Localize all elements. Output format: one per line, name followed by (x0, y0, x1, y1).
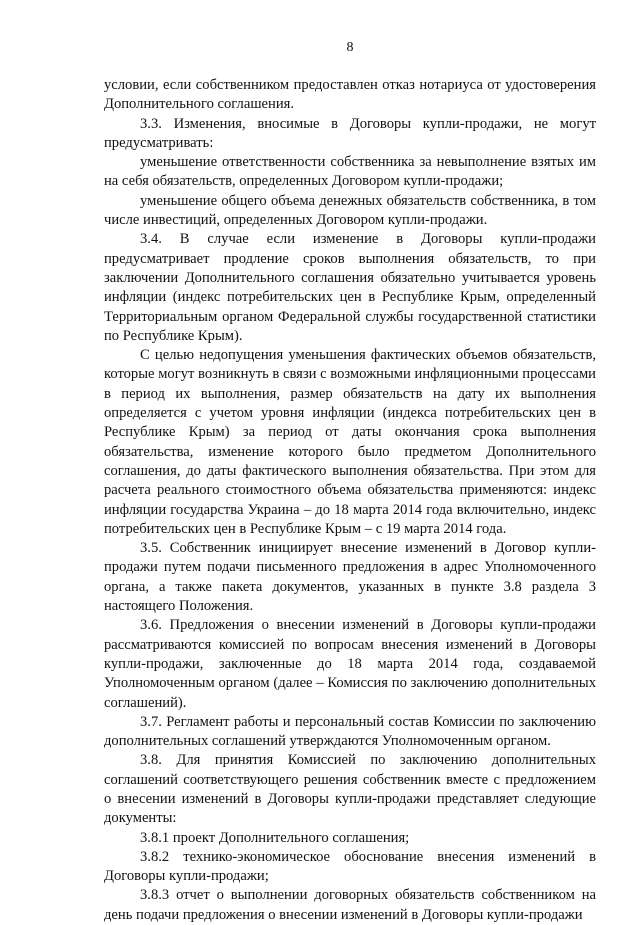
paragraph: 3.8.2 технико-экономическое обоснование внесения изменений в Договоры купли-продажи; (104, 848, 596, 885)
paragraph: 3.8. Для принятия Комиссией по заключению дополнительных соглашений соответствующего решения собственник вместе с предложением о внесении изменений в Договоры купли-продажи представляет следующие документы: (104, 752, 596, 827)
document-body (104, 76, 596, 925)
paragraph: 3.7. Регламент работы и персональный состав Комиссии по заключению дополнительных соглашений утверждаются Уполномоченным органом. (104, 713, 596, 750)
paragraph: условии, если собственником предоставлен отказ нотариуса от удостоверения Дополнительного соглашения. (104, 77, 596, 113)
paragraph: 3.8.3 отчет о выполнении договорных обязательств собственником на день подачи предложения о внесении изменений в Договоры купли-продажи (104, 887, 596, 923)
paragraph: уменьшение ответственности собственника за невыполнение взятых им на себя обязательств, определенных Договором купли-продажи; (104, 154, 596, 190)
paragraph: 3.3. Изменения, вносимые в Договоры купли-продажи, не могут предусматривать: (104, 115, 596, 151)
paragraph: уменьшение общего объема денежных обязательств собственника, в том числе инвестиций, определенных Договором купли-продажи. (104, 192, 596, 229)
paragraph: 3.8.1 проект Дополнительного соглашения; (140, 829, 410, 846)
paragraph: С целью недопущения уменьшения фактических объемов обязательств, которые могут возникнуть в связи с возможными инфляционными процессами в период их выполнения, размер обязательств на дату их выполнения определяется с учетом уровня инфляции (индекса потребительских цен в Республике Крым) за период от даты окончания срока выполнения обязательства, изменение которого было предметом Дополнительного соглашения, до даты фактического выполнения обязательства. При этом для расчета реального стоимостного объема обязательства применяются: индекс инфляции государства Украина – до 18 марта 2014 года включительно, индекс потребительских цен в Республике Крым – с 19 марта 2014 года. (104, 347, 596, 537)
paragraph: 3.4. В случае если изменение в Договоры купли-продажи предусматривает продление сроков выполнения обязательств, то при заключении Дополнительного соглашения обязательно учитывается уровень инфляции (индекс потребительских цен в Республике Крым, определенный Территориальным органом Федеральной службы государственной статистики по Республике Крым). (104, 231, 596, 344)
page-number: 8 (346, 40, 354, 55)
paragraph: 3.6. Предложения о внесении изменений в Договоры купли-продажи рассматриваются комиссией по вопросам внесения изменений в Договоры купли-продажи, заключенные до 18 марта 2014 года, создаваемой Уполномоченным органом (далее – Комиссия по заключению дополнительных соглашений). (104, 617, 596, 711)
paragraph: 3.5. Собственник инициирует внесение изменений в Договор купли-продажи путем подачи письменного предложения в адрес Уполномоченного органа, а также пакета документов, указанных в пункте 3.8 раздела 3 настоящего Положения. (104, 540, 596, 615)
